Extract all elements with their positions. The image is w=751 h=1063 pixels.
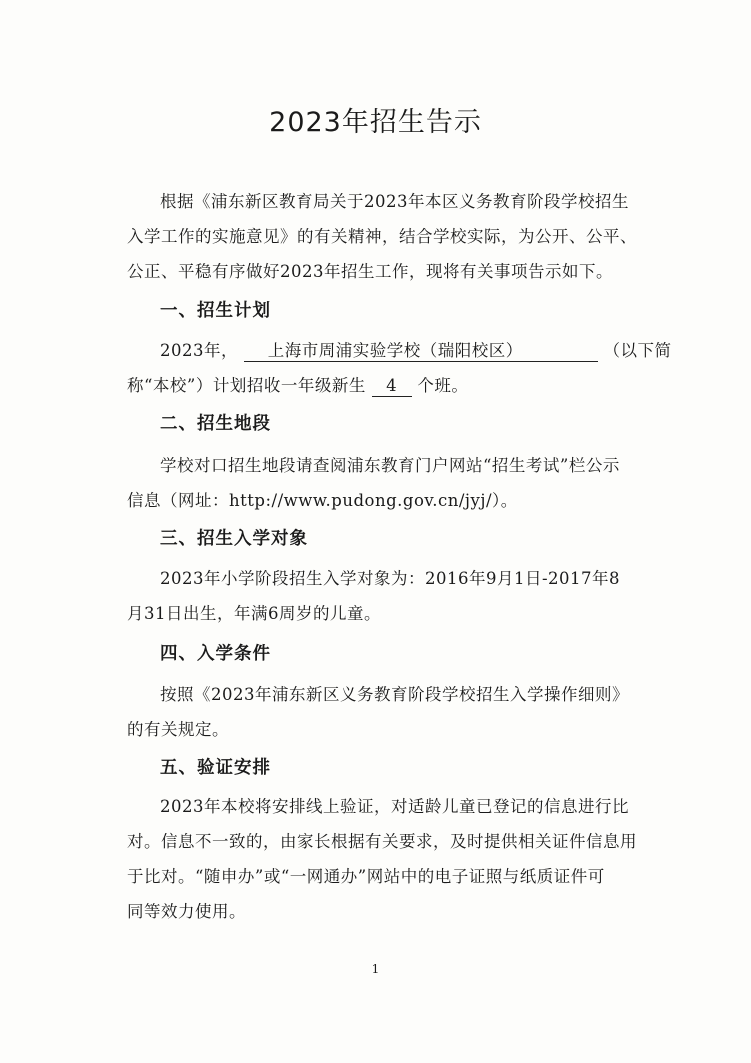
target-line-2: 月31日出生，年满6周岁的儿童。 (127, 604, 381, 623)
intro-line-1: 根据《浦东新区教育局关于2023年本区义务教育阶段学校招生 (160, 192, 629, 211)
plan-year-prefix: 2023年， (160, 341, 238, 360)
section-heading-district: 二、招生地段 (160, 414, 271, 434)
class-count-blank: 4 (372, 376, 412, 397)
intro-line-2: 入学工作的实施意见》的有关精神，结合学校实际，为公开、公平、 (127, 227, 637, 246)
plan-line-2 (127, 368, 637, 403)
verification-line-3: 于比对。“随申办”或“一网通办”网站中的电子证照与纸质证件可 (127, 867, 605, 886)
school-name-blank: 上海市周浦实验学校（瑞阳校区） (244, 341, 598, 362)
conditions-line-1: 按照《2023年浦东新区义务教育阶段学校招生入学操作细则》 (160, 685, 629, 704)
verification-line-4: 同等效力使用。 (127, 902, 246, 921)
intro-line-3: 公正、平稳有序做好2023年招生工作，现将有关事项告示如下。 (127, 262, 613, 281)
district-line-1: 学校对口招生地段请查阅浦东教育门户网站“招生考试”栏公示 (160, 456, 620, 475)
page-number: 1 (371, 962, 380, 976)
document-title: 2023年招生告示 (269, 107, 482, 138)
plan-line-2-suffix: 个班。 (417, 376, 469, 395)
verification-line-1: 2023年本校将安排线上验证，对适龄儿童已登记的信息进行比 (160, 797, 629, 816)
section-heading-conditions: 四、入学条件 (160, 644, 271, 664)
verification-line-2: 对。信息不一致的，由家长根据有关要求，及时提供相关证件信息用 (127, 832, 637, 851)
target-line-1: 2023年小学阶段招生入学对象为：2016年9月1日-2017年8 (160, 569, 621, 588)
plan-line-2-prefix: 称“本校”）计划招收一年级新生 (127, 376, 366, 395)
conditions-line-2: 的有关规定。 (127, 720, 229, 739)
plan-suffix: （以下简 (603, 341, 672, 360)
plan-line-1 (127, 333, 670, 368)
section-heading-verification: 五、验证安排 (160, 758, 271, 778)
section-heading-plan: 一、招生计划 (160, 301, 271, 321)
district-line-2: 信息（网址：http://www.pudong.gov.cn/jyj/）。 (127, 491, 518, 510)
section-heading-target: 三、招生入学对象 (160, 529, 308, 549)
